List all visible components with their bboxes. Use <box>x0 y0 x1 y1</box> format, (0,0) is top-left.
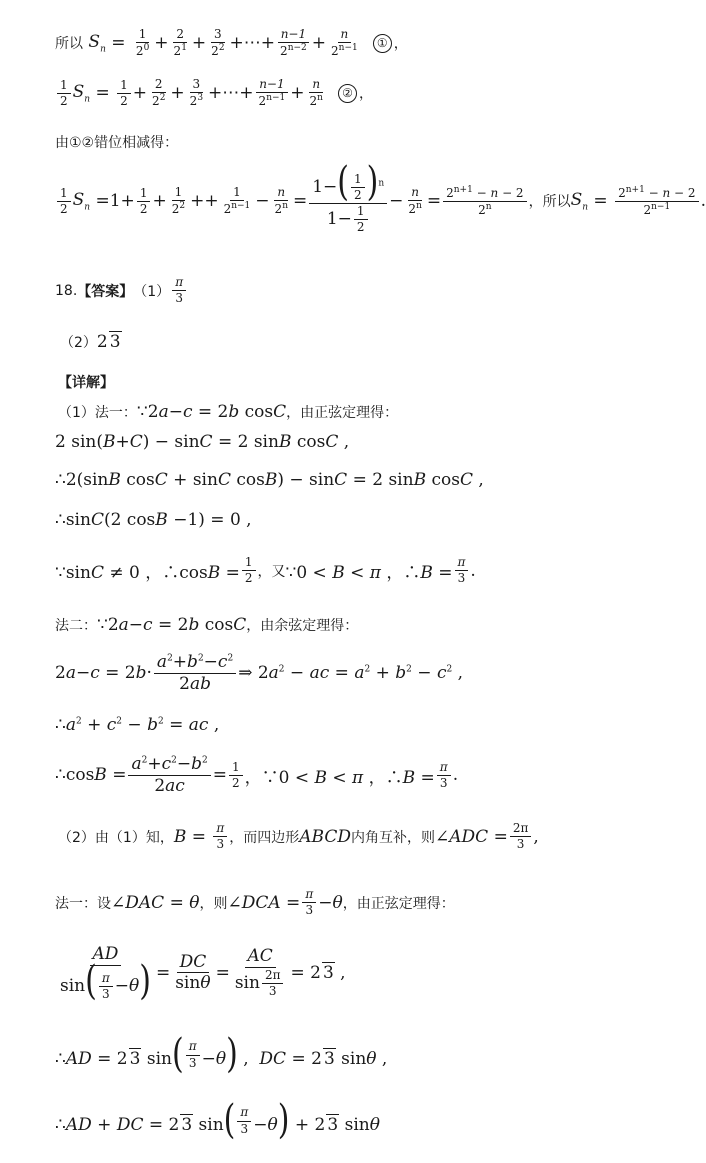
text-suoyi: 所以 <box>55 36 83 53</box>
p1-line-1: （1）法一： ∵2a−c = 2b cosC ，由正弦定理得： <box>58 402 399 422</box>
marker-1: ① <box>373 34 392 53</box>
p1-method2-line-3: $\therefore a^2 + c^2 - b^2$ = ac , <box>55 715 220 735</box>
marker-2: ② <box>338 84 357 103</box>
p1-method2-line-4: ∴cosB = $\frac{a^2+c^2-b^2}{2ac}$ = $\frac{1}{2}$ ，∵0 < B < π ，∴B = $\frac{\pi}{3}$ . <box>55 754 459 796</box>
line-2: $\frac{1}{2}$ $S_n$ = $\frac{1}{2}$ + $\frac{2}{2^2}$ + $\frac{3}{2^3}$ +⋯+ $\frac{n-1}{2^{n-1}}$ + $\frac{n}{2^n}$ ② ， <box>55 78 373 108</box>
p2-line-1: （2）由（1）知， B = $\frac{\pi}{3}$ ，而四边形 ABCD 内角互补，则 ∠ADC = $\frac{2\pi}{3}$ , <box>58 821 539 852</box>
q18-answer-part2: （2） 2 3 <box>60 332 121 352</box>
p1-line-2: 2 sin(B+C) − sinC = 2 sinB cosC , <box>55 432 350 452</box>
p1-line-5: ∵sinC ≠ 0 ，∴cosB = $\frac{1}{2}$ ，又 ∵0 < B < π ，∴B = $\frac{\pi}{3}$ . <box>55 555 476 586</box>
p2-m1-line-2: AD sin( $\frac{\pi}{3}$ −θ) = $\frac{DC}{\sin\theta}$ = AC sin $\frac{2\pi}{3}$ = 2 3 , <box>60 944 346 1005</box>
p1-method2-line-2: 2a−c = 2b· $\frac{a^2+b^2-c^2}{2ab}$ ⇒ $2a^2$ − ac = $a^2 + b^2 - c^2$ , <box>55 652 464 694</box>
p2-m1-line-1: 法一：设 ∠DAC = θ ，则 ∠DCA = $\frac{\pi}{3}$ −θ ，由正弦定理得： <box>55 887 455 918</box>
line-4: $\frac{1}{2}$ $S_n$ =1+ $\frac{1}{2}$ + $\frac{1}{2^2}$ ++ $\frac{1}{2^{n-1}}$ − $\frac{n}{2^n}$ = 1−( $\frac{1}{2}$ )$^n$ 1− $\frac{1}{2}$ − $\frac{n}{2^n}$ = $\frac{2^{n+1} - n - 2}{2^n}$ ，所以 $S_n$ = $\frac{2^{n+1} - n - 2}{2^{n-1}}$ . <box>55 168 706 235</box>
p1-line-4: ∴sinC(2 cosB −1) = 0 , <box>55 510 252 530</box>
p2-m1-line-4: ∴AD + DC = 2 3 sin( $\frac{\pi}{3}$ −θ) + 2 3 sinθ <box>55 1096 380 1144</box>
line-3 <box>55 132 178 152</box>
detail-heading: 【详解】 <box>58 375 114 391</box>
p1-line-3: ∴2(sinB cosC + sinC cosB) − sinC = 2 sinB cosC , <box>55 470 484 490</box>
p1-method2-line-1: 法二： ∵2a−c = 2b cosC ，由余弦定理得： <box>55 615 359 635</box>
q18-answer: 18. 【答案】 （1） $\frac{\pi}{3}$ <box>55 276 188 305</box>
subtract-note: 由①②错位相减得： <box>55 135 179 151</box>
line-1: 所以 $S_n$ = $\frac{1}{2^0}$ + $\frac{2}{2^1}$ + $\frac{3}{2^2}$ +⋯+ $\frac{n-1}{2^{n-2}}$ + $\frac{n}{2^{n-1}}$ ① ， <box>55 27 408 59</box>
p2-m1-line-3: ∴AD = 2 3 sin( $\frac{\pi}{3}$ −θ) , DC = 2 3 sinθ , <box>55 1030 388 1078</box>
